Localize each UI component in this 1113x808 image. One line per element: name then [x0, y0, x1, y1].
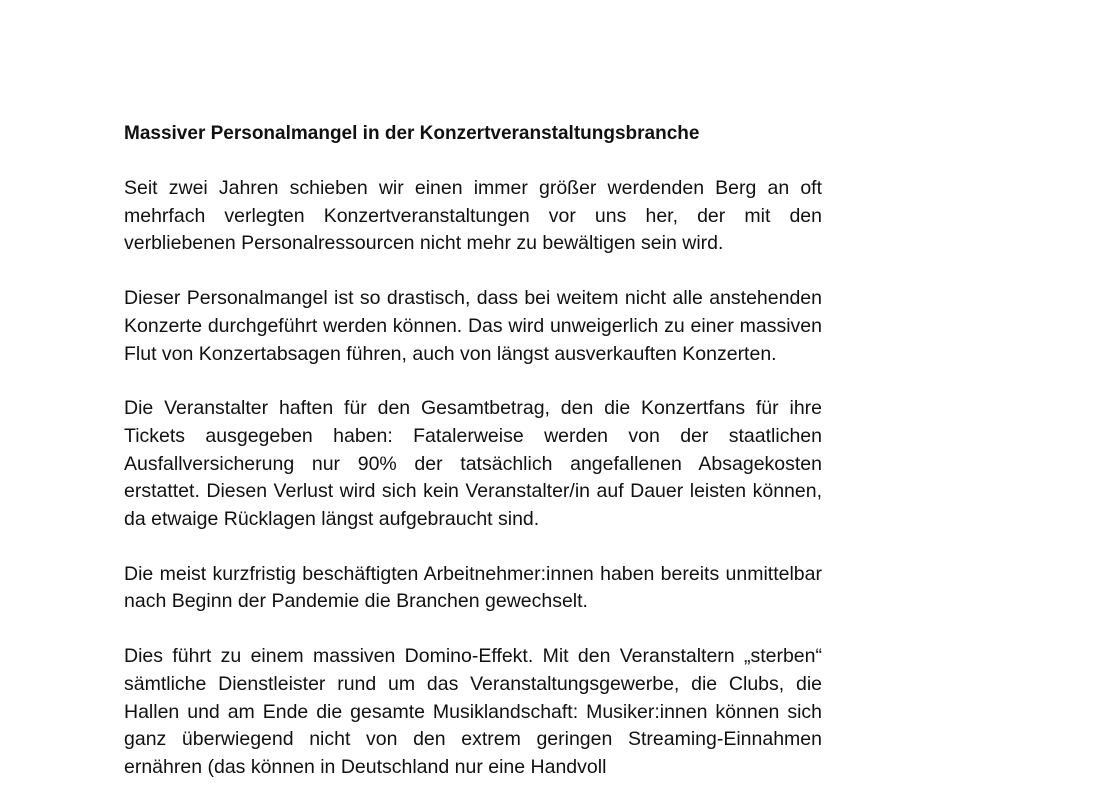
paragraph: Dies führt zu einem massiven Domino-Effekt. Mit den Veranstaltern „sterben“ sämtliche Dienstleister rund um das Veranstaltungsgewerbe, die Clubs, die Hallen und am Ende die gesamte Musiklandschaft: Musiker:innen können sich ganz überwiegend nicht von den extrem geringen Streaming-Einnahmen ernähren (das können in Deutschland nur eine Handvoll: [124, 645, 822, 778]
paragraph: Seit zwei Jahren schieben wir einen immer größer werdenden Berg an oft mehrfach verlegten Konzertveranstaltungen vor uns her, der mit den verbliebenen Personalressourcen nicht mehr zu bewältigen sein wird.: [124, 177, 822, 255]
paragraph: Dieser Personalmangel ist so drastisch, dass bei weitem nicht alle anstehenden Konzerte durchgeführt werden können. Das wird unweigerlich zu einer massiven Flut von Konzertabsagen führen, auch von längst ausverkauften Konzerten.: [124, 287, 822, 365]
document-body: [124, 120, 822, 808]
paragraph: Die Veranstalter haften für den Gesamtbetrag, den die Konzertfans für ihre Tickets ausgegeben haben: Fatalerweise werden von der staatlichen Ausfallversicherung nur 90% der tatsächlich angefallenen Absagekosten erstattet. Diesen Verlust wird sich kein Veranstalter/in auf Dauer leisten können, da etwaige Rücklagen längst aufgebraucht sind.: [124, 397, 822, 531]
document-title: Massiver Personalmangel in der Konzertveranstaltungsbranche: [124, 123, 700, 144]
paragraph: Die meist kurzfristig beschäftigten Arbeitnehmer:innen haben bereits unmittelbar nach Beginn der Pandemie die Branchen gewechselt.: [124, 562, 822, 613]
